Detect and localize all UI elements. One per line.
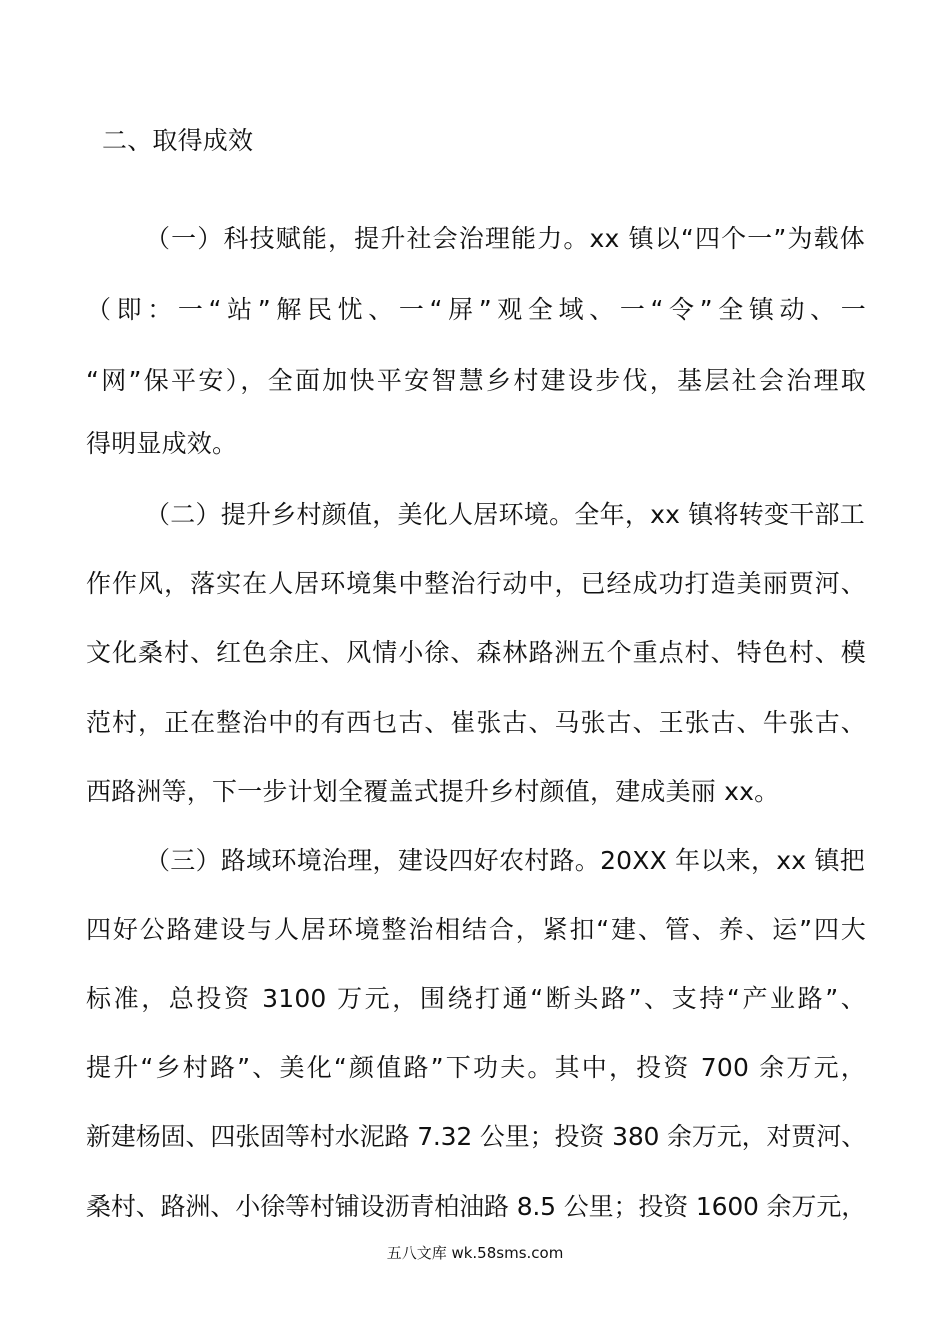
paragraph-3-line-2: 四好公路建设与人居环境整治相结合，紧扣“建、管、养、运”四大 — [86, 915, 866, 944]
footer-watermark: 五八文库 wk.58sms.com — [386, 1244, 564, 1262]
paragraph-2-line-3: 文化桑村、红色余庄、风情小徐、森林路洲五个重点村、特色村、模 — [86, 638, 866, 667]
paragraph-3-line-1: （三）路域环境治理，建设四好农村路。20XX 年以来，xx 镇把 — [145, 846, 865, 875]
paragraph-3-line-3: 标准，总投资 3100 万元，围绕打通“断头路”、支持“产业路”、 — [86, 984, 866, 1013]
paragraph-2-line-5: 西路洲等，下一步计划全覆盖式提升乡村颜值，建成美丽 xx。 — [86, 777, 780, 806]
paragraph-2-line-2: 作作风，落实在人居环境集中整治行动中，已经成功打造美丽贾河、 — [86, 569, 866, 598]
paragraph-3-line-5: 新建杨固、四张固等村水泥路 7.32 公里；投资 380 余万元，对贾河、 — [86, 1122, 866, 1151]
paragraph-3-line-6: 桑村、路洲、小徐等村铺设沥青柏油路 8.5 公里；投资 1600 余万元， — [86, 1192, 866, 1221]
paragraph-2-line-1: （二）提升乡村颜值，美化人居环境。全年，xx 镇将转变干部工 — [145, 500, 865, 529]
paragraph-1-line-4: 得明显成效。 — [86, 429, 238, 458]
paragraph-1-line-1: （一）科技赋能，提升社会治理能力。xx 镇以“四个一”为载体 — [145, 224, 865, 253]
paragraph-3-line-4: 提升“乡村路”、美化“颜值路”下功夫。其中，投资 700 余万元， — [86, 1053, 866, 1082]
section-heading: 二、取得成效 — [102, 126, 254, 155]
paragraph-1-line-2: （即：一“站”解民忧、一“屏”观全域、一“令”全镇动、一 — [86, 295, 866, 324]
paragraph-1-line-3: “网”保平安），全面加快平安智慧乡村建设步伐，基层社会治理取 — [86, 366, 866, 395]
paragraph-2-line-4: 范村，正在整治中的有西乜古、崔张古、马张古、王张古、牛张古、 — [86, 708, 866, 737]
